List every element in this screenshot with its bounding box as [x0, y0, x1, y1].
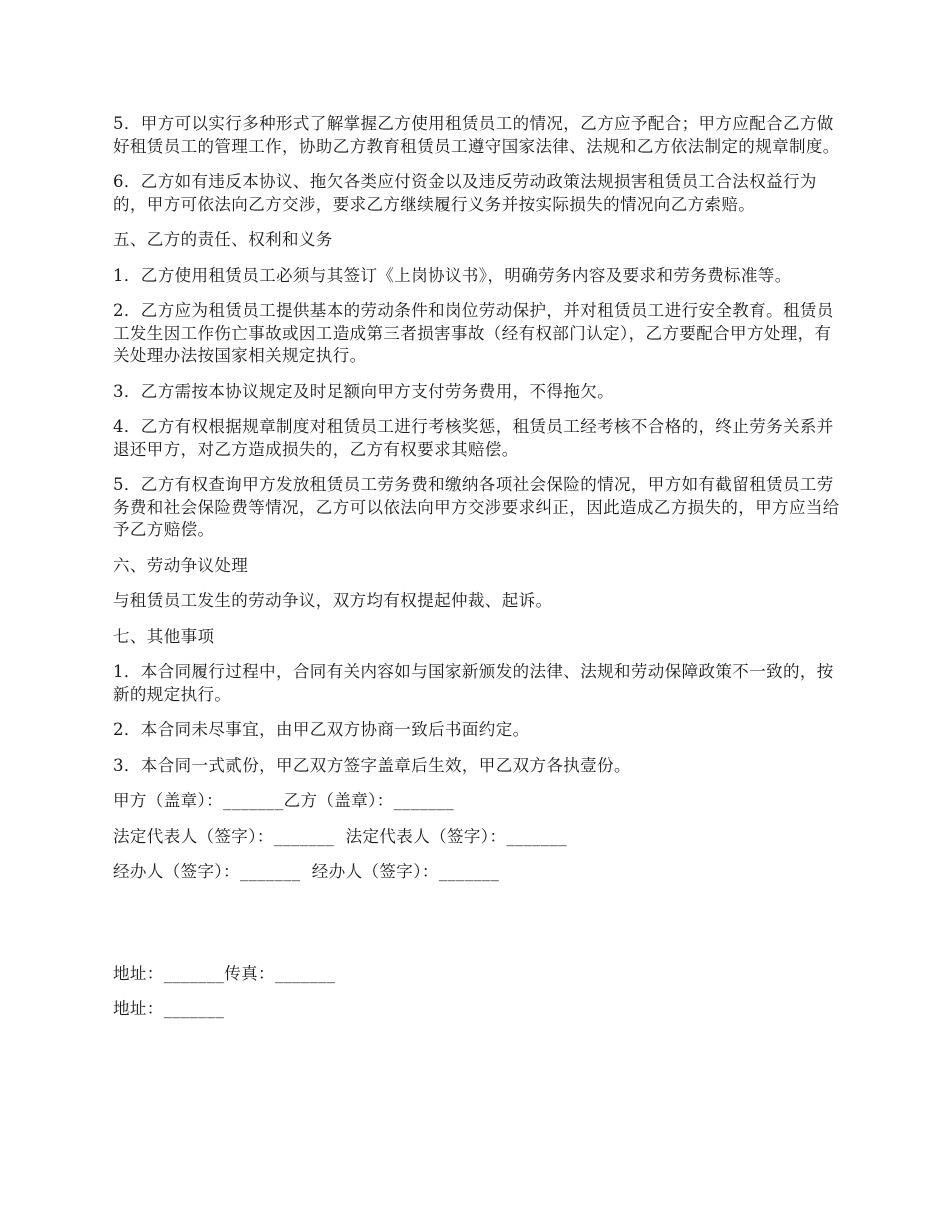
- document-body: [113, 113, 841, 1034]
- section-6-heading: 六、劳动争议处理: [113, 555, 249, 575]
- party-seal-line: 甲方（盖章）：_______乙方（盖章）：_______: [113, 791, 455, 810]
- section-7-heading: 七、其他事项: [113, 626, 215, 646]
- paragraph-7-1: 1．本合同履行过程中，合同有关内容如与国家新颁发的法律、法规和劳动保障政策不一致的，按新的规定执行。: [113, 662, 834, 704]
- paragraph-5-2: 2．乙方应为租赁员工提供基本的劳动条件和岗位劳动保护，并对租赁员工进行安全教育。租赁员工发生因工作伤亡事故或因工造成第三者损害事故（经有权部门认定），乙方要配合甲方处理，有关处理办法按国家相关规定执行。: [113, 301, 834, 365]
- address-line: 地址：_______: [113, 999, 225, 1018]
- paragraph-6-text: 与租赁员工发生的劳动争议，双方均有权提起仲裁、起诉。: [113, 591, 553, 610]
- handler-signature-line: 经办人（签字）：_______ 经办人（签字）：_______: [113, 862, 500, 881]
- paragraph-5-3: 3．乙方需按本协议规定及时足额向甲方支付劳务费用，不得拖欠。: [113, 381, 614, 401]
- paragraph-5-5: 5．乙方有权查询甲方发放租赁员工劳务费和缴纳各项社会保险的情况，甲方如有截留租赁员工劳务费和社会保险费等情况，乙方可以依法向甲方交涉要求纠正，因此造成乙方损失的，甲方应当给予乙方赔偿。: [113, 475, 840, 539]
- paragraph-7-2: 2．本合同未尽事宜，由甲乙双方协商一致后书面约定。: [113, 720, 530, 739]
- paragraph-7-3: 3．本合同一式贰份，甲乙双方签字盖章后生效，甲乙双方各执壹份。: [113, 755, 631, 775]
- blank-spacer: [113, 897, 841, 963]
- paragraph-4-6: 6．乙方如有违反本协议、拖欠各类应付资金以及违反劳动政策法规损害租赁员工合法权益行为的，甲方可依法向乙方交涉，要求乙方继续履行义务并按实际损失的情况向乙方索赔。: [113, 172, 817, 214]
- address-fax-line: 地址：_______传真：_______: [113, 963, 336, 983]
- paragraph-4-5: 5．甲方可以实行多种形式了解掌握乙方使用租赁员工的情况，乙方应予配合；甲方应配合乙方做好租赁员工的管理工作，协助乙方教育租赁员工遵守国家法律、法规和乙方依法制定的规章制度。: [113, 114, 840, 156]
- legal-rep-signature-line: 法定代表人（签字）：_______ 法定代表人（签字）：_______: [113, 826, 567, 846]
- paragraph-5-1: 1．乙方使用租赁员工必须与其签订《上岗协议书》，明确劳务内容及要求和劳务费标准等。: [113, 265, 792, 285]
- section-5-heading: 五、乙方的责任、权利和义务: [113, 230, 333, 249]
- paragraph-5-4: 4．乙方有权根据规章制度对租赁员工进行考核奖惩，租赁员工经考核不合格的，终止劳务关系并退还甲方，对乙方造成损失的，乙方有权要求其赔偿。: [113, 417, 834, 459]
